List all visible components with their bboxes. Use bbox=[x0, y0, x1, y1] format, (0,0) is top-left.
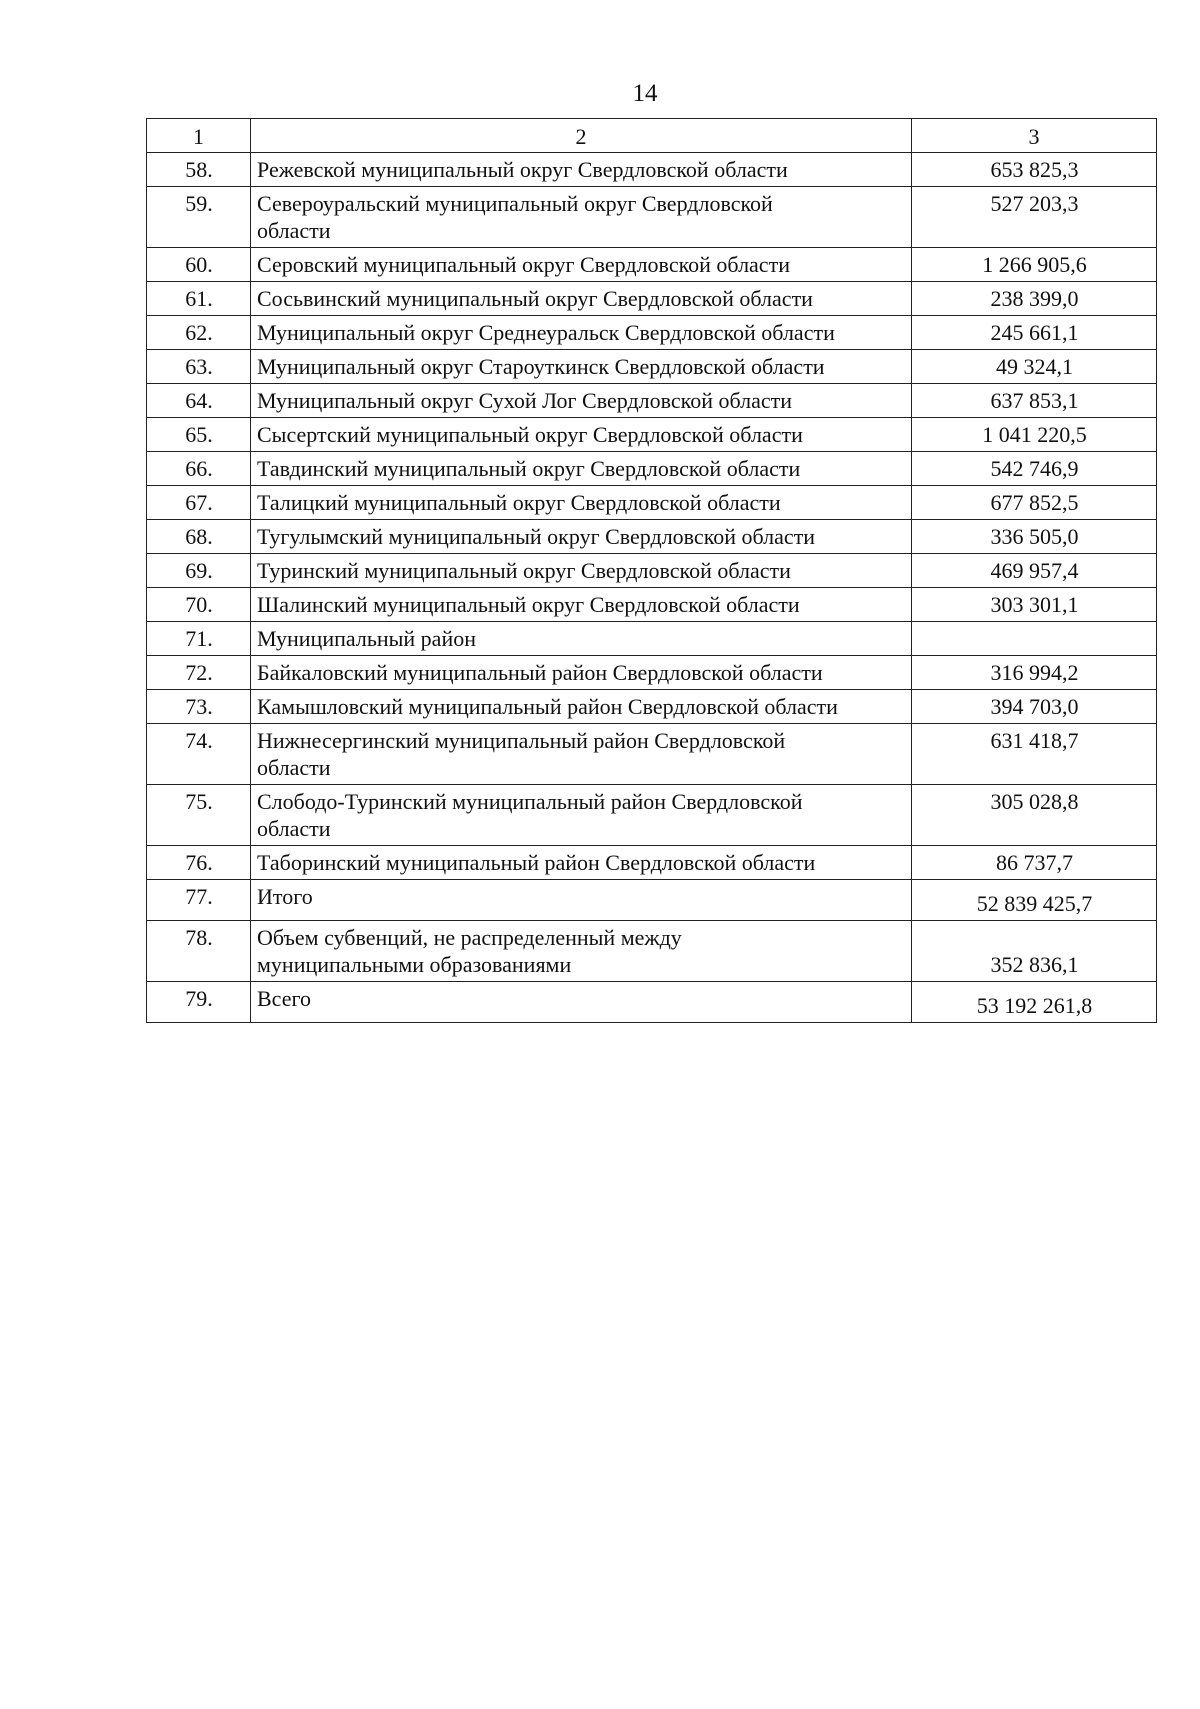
row-number: 73. bbox=[147, 690, 251, 724]
table-row bbox=[147, 656, 1157, 690]
row-number: 59. bbox=[147, 187, 251, 248]
amount-value bbox=[912, 622, 1157, 656]
row-number: 74. bbox=[147, 724, 251, 785]
amount-value: 469 957,4 bbox=[912, 554, 1157, 588]
column-header-1: 1 bbox=[147, 119, 251, 153]
total-label: Всего bbox=[251, 982, 912, 1023]
amount-value: 653 825,3 bbox=[912, 153, 1157, 187]
amount-value: 305 028,8 bbox=[912, 785, 1157, 846]
municipality-name: Слободо-Туринский муниципальный район Свердловской области bbox=[251, 785, 912, 846]
amount-value: 316 994,2 bbox=[912, 656, 1157, 690]
amount-value: 49 324,1 bbox=[912, 350, 1157, 384]
data-table bbox=[146, 118, 1157, 1023]
table-row bbox=[147, 554, 1157, 588]
table-row bbox=[147, 622, 1157, 656]
table-row bbox=[147, 316, 1157, 350]
municipality-name: Режевской муниципальный округ Свердловской области bbox=[251, 153, 912, 187]
row-number: 62. bbox=[147, 316, 251, 350]
section-heading: Муниципальный район bbox=[251, 622, 912, 656]
amount-value: 238 399,0 bbox=[912, 282, 1157, 316]
amount-value: 336 505,0 bbox=[912, 520, 1157, 554]
municipality-name: Муниципальный округ Староуткинск Свердловской области bbox=[251, 350, 912, 384]
municipality-name: Серовский муниципальный округ Свердловской области bbox=[251, 248, 912, 282]
table-row bbox=[147, 418, 1157, 452]
table-row bbox=[147, 690, 1157, 724]
table-row bbox=[147, 282, 1157, 316]
total-value: 53 192 261,8 bbox=[912, 982, 1157, 1023]
row-number: 79. bbox=[147, 982, 251, 1023]
table-row bbox=[147, 248, 1157, 282]
municipality-name: Сосьвинский муниципальный округ Свердловской области bbox=[251, 282, 912, 316]
row-number: 77. bbox=[147, 880, 251, 921]
header-row bbox=[147, 119, 1157, 153]
municipality-name: Муниципальный округ Среднеуральск Свердловской области bbox=[251, 316, 912, 350]
row-number: 58. bbox=[147, 153, 251, 187]
row-number: 71. bbox=[147, 622, 251, 656]
table-row bbox=[147, 187, 1157, 248]
table-row bbox=[147, 452, 1157, 486]
row-number: 70. bbox=[147, 588, 251, 622]
municipality-name: Тугулымский муниципальный округ Свердловской области bbox=[251, 520, 912, 554]
row-number: 67. bbox=[147, 486, 251, 520]
row-number: 75. bbox=[147, 785, 251, 846]
amount-value: 631 418,7 bbox=[912, 724, 1157, 785]
column-header-3: 3 bbox=[912, 119, 1157, 153]
table-row bbox=[147, 153, 1157, 187]
table-row bbox=[147, 520, 1157, 554]
undistributed-label: Объем субвенций, не распределенный между муниципальными образованиями bbox=[251, 921, 912, 982]
municipality-name: Нижнесергинский муниципальный район Свердловской области bbox=[251, 724, 912, 785]
row-number: 65. bbox=[147, 418, 251, 452]
table-row bbox=[147, 384, 1157, 418]
row-number: 63. bbox=[147, 350, 251, 384]
amount-value: 542 746,9 bbox=[912, 452, 1157, 486]
table-row bbox=[147, 486, 1157, 520]
municipality-name: Таборинский муниципальный район Свердловской области bbox=[251, 846, 912, 880]
row-number: 76. bbox=[147, 846, 251, 880]
row-number: 64. bbox=[147, 384, 251, 418]
amount-value: 303 301,1 bbox=[912, 588, 1157, 622]
municipality-name: Сысертский муниципальный округ Свердловской области bbox=[251, 418, 912, 452]
row-number: 66. bbox=[147, 452, 251, 486]
municipality-name: Туринский муниципальный округ Свердловской области bbox=[251, 554, 912, 588]
table-row bbox=[147, 724, 1157, 785]
amount-value: 677 852,5 bbox=[912, 486, 1157, 520]
table-row bbox=[147, 982, 1157, 1023]
municipality-name: Тавдинский муниципальный округ Свердловской области bbox=[251, 452, 912, 486]
amount-value: 394 703,0 bbox=[912, 690, 1157, 724]
row-number: 72. bbox=[147, 656, 251, 690]
table-row bbox=[147, 350, 1157, 384]
page-number: 14 bbox=[632, 80, 658, 107]
subtotal-value: 52 839 425,7 bbox=[912, 880, 1157, 921]
table-row bbox=[147, 588, 1157, 622]
amount-value: 86 737,7 bbox=[912, 846, 1157, 880]
amount-value: 527 203,3 bbox=[912, 187, 1157, 248]
subtotal-label: Итого bbox=[251, 880, 912, 921]
row-number: 69. bbox=[147, 554, 251, 588]
row-number: 78. bbox=[147, 921, 251, 982]
row-number: 61. bbox=[147, 282, 251, 316]
row-number: 68. bbox=[147, 520, 251, 554]
amount-value: 245 661,1 bbox=[912, 316, 1157, 350]
row-number: 60. bbox=[147, 248, 251, 282]
municipality-name: Муниципальный округ Сухой Лог Свердловской области bbox=[251, 384, 912, 418]
amount-value: 1 266 905,6 bbox=[912, 248, 1157, 282]
table-row bbox=[147, 846, 1157, 880]
table-row bbox=[147, 921, 1157, 982]
table-row bbox=[147, 880, 1157, 921]
municipality-name: Шалинский муниципальный округ Свердловской области bbox=[251, 588, 912, 622]
undistributed-value: 352 836,1 bbox=[912, 921, 1157, 982]
amount-value: 1 041 220,5 bbox=[912, 418, 1157, 452]
column-header-2: 2 bbox=[251, 119, 912, 153]
municipality-name: Талицкий муниципальный округ Свердловской области bbox=[251, 486, 912, 520]
table-row bbox=[147, 785, 1157, 846]
municipality-name: Байкаловский муниципальный район Свердловской области bbox=[251, 656, 912, 690]
municipality-name: Камышловский муниципальный район Свердловской области bbox=[251, 690, 912, 724]
amount-value: 637 853,1 bbox=[912, 384, 1157, 418]
municipality-name: Североуральский муниципальный округ Свердловской области bbox=[251, 187, 912, 248]
